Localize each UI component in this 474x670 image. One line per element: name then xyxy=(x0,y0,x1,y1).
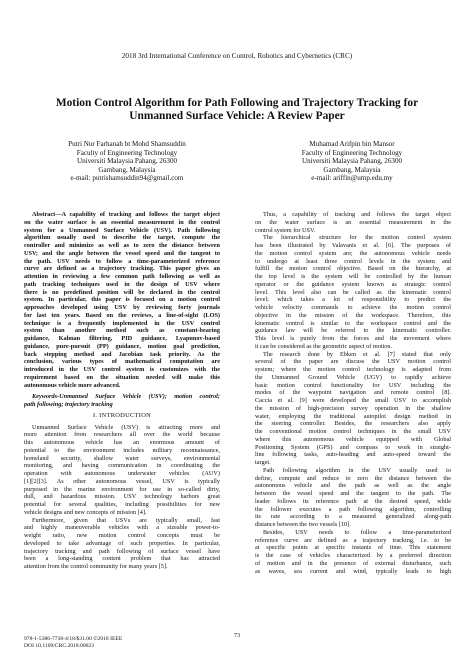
keywords-line: Keywords-Unmanned Surface Vehicle (USV); motion control; xyxy=(32,393,220,401)
abstract-line: conclusion, various types of mathematical computation are xyxy=(24,358,220,366)
body-line: define, compute and reduce to zero the distance between the xyxy=(255,474,451,482)
body-line: at specific points at specific instants of time. This statement xyxy=(255,544,451,552)
abstract-line: requirement based on the situation needed will make this xyxy=(24,373,220,381)
abstract-line: curve are defined as a trajectory tracking. This paper gives an xyxy=(24,265,220,273)
author-name: Putri Nur Farhanah bt Mohd Shamsuddin xyxy=(68,140,186,148)
body-line: the mission of high-precision survey operation in the shallow xyxy=(255,404,451,412)
abstract-line: controller and minimize as well as to zero the distance between xyxy=(24,242,220,249)
body-line: on the water surface is an essential measurement in the xyxy=(255,218,451,226)
body-line: and highly maneuverable vehicles with a sizeable power-to- xyxy=(24,524,220,532)
body-line: [1][2][3]. As other autonomous vessel, USV is typically xyxy=(24,477,220,485)
author-email[interactable]: e-mail: putrishamsuddin94@gmail.com xyxy=(70,174,184,183)
body-line: fulfill the motion control objective. Based on the hierarchy, at xyxy=(255,265,451,273)
author-name: Muhamad Arifpin bin Mansor xyxy=(309,140,395,148)
right-paragraph-1 xyxy=(255,211,451,234)
body-line: line following tasks, auto-heading and auto-speed toward the xyxy=(255,451,451,459)
body-line: objective in the mission of the workspace. Therefore, this xyxy=(255,311,451,319)
intro-paragraph-1 xyxy=(24,424,220,517)
abstract-line: for last ten years. Based on the reviews, a line-of-sight (LOS) xyxy=(24,311,220,319)
body-line: operation with autonomous underwater vehicles (AUV) xyxy=(24,470,220,477)
body-line: this autonomous vehicle has an enormous amount of xyxy=(24,439,220,446)
right-paragraph-5 xyxy=(255,529,451,576)
author-city: Gambang, Malaysia xyxy=(323,165,381,174)
title-line-2: Unmanned Surface Vehicle: A Review Paper xyxy=(129,110,345,122)
abstract-line: Abstract—A capability of tracking and follows the target object xyxy=(32,211,220,218)
body-line: its rate according to a measured generalized along-path xyxy=(255,513,451,521)
right-paragraph-3 xyxy=(255,351,451,467)
abstract-line: path tracking techniques used in the design of USV where xyxy=(24,280,220,288)
abstract-line: USV; and the angle between the vessel speed and the tangent to xyxy=(24,249,220,257)
body-line: between the vessel speed and the tangent to the path. The xyxy=(255,490,451,497)
author-block-2 xyxy=(247,140,457,183)
body-line: target. xyxy=(255,459,271,466)
author-block-1 xyxy=(22,140,232,183)
body-line: Thus, a capability of tracking and follows the target object xyxy=(263,211,451,218)
intro-paragraph-2 xyxy=(24,517,220,571)
abstract-line: introduced in the USV control system is customizes with the xyxy=(24,366,220,373)
body-line: attention from the control community for many years [5]. xyxy=(24,563,168,570)
author-city: Gambang, Malaysia xyxy=(98,165,156,174)
body-line: operator or the guidance system known as strategic control xyxy=(255,280,451,288)
body-line: several of the paper are discuss the USV motion control xyxy=(255,358,451,366)
abstract-line: technique is a frequently implemented in the USV control xyxy=(24,319,220,327)
body-line: autonomous vehicle and the path as well as the angle xyxy=(255,482,451,490)
body-line: to undergo at least three control levels in the system and xyxy=(255,257,451,265)
body-line: vehicle velocity commands to achieve the motion control xyxy=(255,304,451,311)
right-paragraph-4 xyxy=(255,467,451,529)
abstract-line: there is no predefined position will be declared in the control xyxy=(24,288,220,296)
abstract-line: algorithm usually used to describe the target, compute the xyxy=(24,234,220,242)
body-line: leader follows its reference path at the desired speed, while xyxy=(255,497,451,505)
body-line: of motion and in the presence of external disturbance, such xyxy=(255,559,451,567)
body-line: control system for USV. xyxy=(255,226,316,234)
body-line: kinematic control is similar to the workspace control and the xyxy=(255,319,451,327)
body-line: guidance law will be referred to the kinematic controller. xyxy=(255,327,451,335)
body-line: level. This level also can be called as the kinematic control xyxy=(255,288,451,296)
abstract xyxy=(24,211,220,389)
author-org: Universiti Malaysia Pahang, 26300 xyxy=(301,157,403,166)
abstract-line: approaches developed using USV by reviewing forty journals xyxy=(24,304,220,311)
abstract-line: back stepping method and Jacobian task priority. As the xyxy=(24,350,220,358)
body-line: homeland security, shallow water surveys, environmental xyxy=(24,454,220,462)
body-line: been a long-standing content problem that has attracted xyxy=(24,555,220,563)
body-line: This level is purely from the forces and the movement where xyxy=(255,335,451,342)
body-line: dull, and hazardous mission. USV technology harbors great xyxy=(24,493,220,501)
abstract-line: system for a Unmanned Surface Vehicle (USV). Path following xyxy=(24,226,220,234)
author-email[interactable]: e-mail: ariffin@ump.edu.my xyxy=(311,174,393,183)
body-line: is the case of vehicles characterized by a preferred direction xyxy=(255,552,451,559)
conference-header: 2018 3rd International Conference on Control, Robotics and Cybernetics (CRC) xyxy=(121,52,353,60)
author-dept: Faculty of Engineering Technology xyxy=(76,148,178,157)
paper-title xyxy=(30,97,444,123)
abstract-line: system. In particular, this paper is focused on a motion control xyxy=(24,296,220,304)
body-line: reference curve are defined as a trajectory tracking, i.e. to be xyxy=(255,536,451,544)
section-heading-introduction: I. INTRODUCTION xyxy=(92,411,152,419)
body-line: Caccia et al. [9] were developed the small USV to accomplish xyxy=(255,397,451,404)
body-line: monitoring, and having communication in coordinating the xyxy=(24,462,220,470)
body-line: vehicle designs and new concepts of mission [4]. xyxy=(24,508,147,516)
body-line: Path following algorithm in the USV usually used to xyxy=(263,466,451,474)
abstract-line: system than another method such as constant-bearing xyxy=(24,327,220,335)
body-line: has been illustrated by Valavanis et al. [6]. The purposes of xyxy=(255,242,451,249)
body-line: the Unmanned Ground Vehicle (UGV) to rapidly achieve xyxy=(255,373,451,381)
body-line: Unmanned Surface Vehicle (USV) is attracting more and xyxy=(32,423,220,431)
body-line: the steering controller. Besides, the researchers also apply xyxy=(255,420,451,428)
body-line: water, employing the traditional autopilot design method in xyxy=(255,412,451,420)
body-line: modes of the waypoint navigation and remote control [8]. xyxy=(255,389,451,397)
body-line: Besides, USV needs to follow a time-parameterized xyxy=(263,528,451,536)
abstract-line: on the water surface is an essential measurement in the control xyxy=(24,218,220,226)
body-line: purposed in the marine environment for use in so-called dirty, xyxy=(24,485,220,493)
footer-isbn: 978-1-5386-7738-4/18/$31.00 ©2018 IEEE xyxy=(24,636,123,642)
body-line: Furthermore, given that USVs are typically small, fast xyxy=(32,516,220,524)
body-line: level; which takes a lot of responsibility to predict the xyxy=(255,296,451,304)
body-line: the conventional motion control techniques in the small USV xyxy=(255,428,451,435)
title-line-1: Motion Control Algorithm for Path Following and Trajectory Tracking for xyxy=(55,97,419,109)
body-line: the motion control system are; the autonomous vehicle needs xyxy=(255,249,451,257)
body-line: The hierarchical structure for the motion control system xyxy=(263,234,451,242)
body-line: developed to take advantage of such properties. In particular, xyxy=(24,539,220,547)
body-line: the follower executes a path following algorithm, controlling xyxy=(255,505,451,513)
right-column xyxy=(255,211,451,575)
body-line: The research done by Ebken et al. [7] stated that only xyxy=(263,350,451,358)
right-paragraph-2 xyxy=(255,234,451,350)
body-line: the top level is the system will be controlled by the human xyxy=(255,273,451,280)
body-line: weight ratio, new motion control concepts must be xyxy=(24,532,220,539)
footer-doi: DOI 10.1109/CRC.2018.00023 xyxy=(24,643,95,649)
abstract-line: attention in reviewing a few common path following as well as xyxy=(24,273,220,280)
keywords-line: path following; trajectory tracking xyxy=(24,401,113,408)
abstract-line: guidance, Kalman filtering, PID guidance, Lyapunov-based xyxy=(24,335,220,342)
body-line: trajectory tracking and path following of surface vessel have xyxy=(24,547,220,555)
body-line: distance between the two vessels [10]. xyxy=(255,521,351,528)
body-line: where this autonomous vehicle equipped with Global xyxy=(255,435,451,443)
abstract-line: guidance, pure-pursuit (PP) guidance, motion goal prediction, xyxy=(24,342,220,350)
body-line: as waves, sea current and wind, typically leads to high xyxy=(255,567,451,575)
abstract-line: autonomous vehicle more advanced. xyxy=(24,381,121,389)
author-dept: Faculty of Engineering Technology xyxy=(301,148,403,157)
keywords xyxy=(24,393,220,409)
body-line: more attention from researchers all over the world because xyxy=(24,431,220,439)
body-line: system; where the motion control technology is adapted from xyxy=(255,366,451,373)
body-line: potential for several qualities, including possibilities for new xyxy=(24,501,220,508)
abstract-line: the path. USV needs to follow a time-parameterized reference xyxy=(24,257,220,265)
body-line: basic motion control functionality for USV including the xyxy=(255,381,451,389)
body-line: Positioning System (GPS) and compass to work in straight- xyxy=(255,443,451,451)
author-org: Universiti Malaysia Pahang, 26300 xyxy=(76,157,178,166)
left-column xyxy=(24,211,220,571)
page-number: 73 xyxy=(233,632,241,639)
body-line: potential to the environment includes military reconnaissance, xyxy=(24,446,220,454)
body-line: it can be considered as the geometric aspect of motion. xyxy=(255,342,393,350)
